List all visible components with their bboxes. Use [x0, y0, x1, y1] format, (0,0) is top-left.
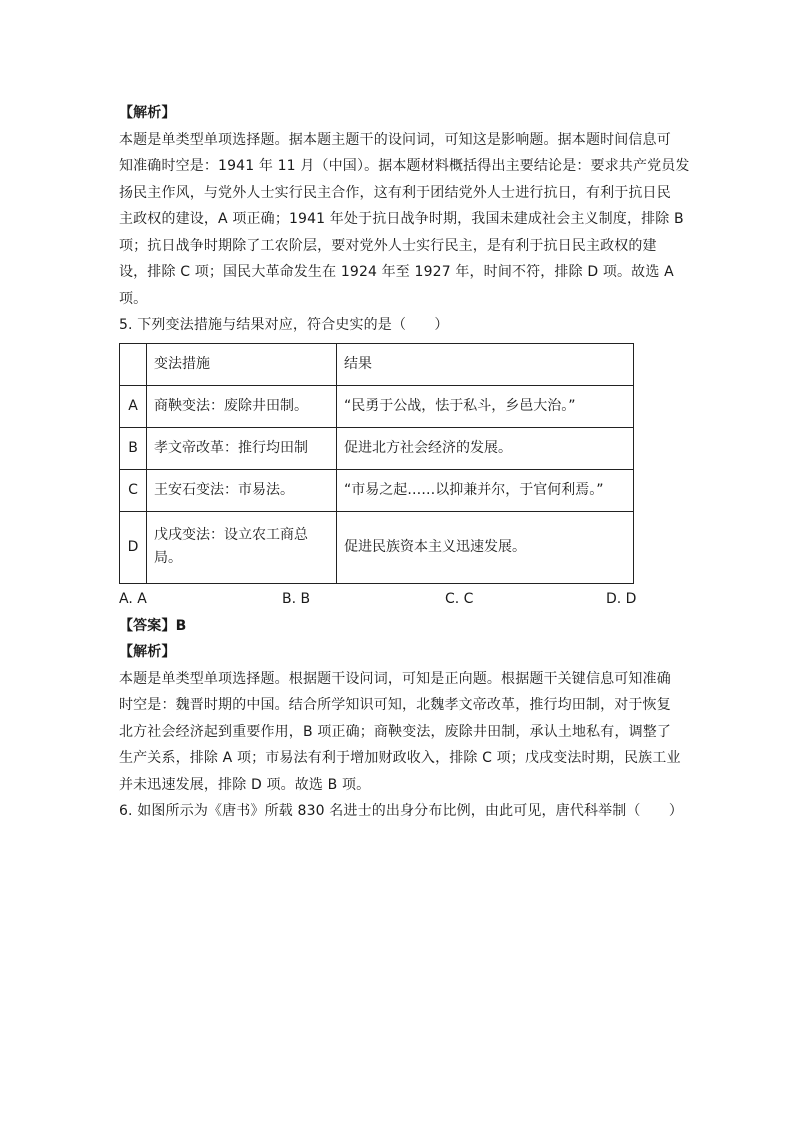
q5-explanation-line: 北方社会经济起到重要作用，B 项正确；商鞅变法，废除井田制，承认土地私有，调整了: [119, 723, 672, 740]
q4-explanation-line: 本题是单类型单项选择题。据本题主题干的设问词，可知这是影响题。据本题时间信息可: [119, 131, 671, 148]
table-header-row: [120, 343, 634, 385]
row-measure: 孝文帝改革：推行均田制: [147, 427, 337, 469]
table-header-cell: 结果: [337, 343, 634, 385]
option-d: D. D: [606, 590, 637, 607]
row-letter: B: [120, 427, 147, 469]
document-page: [119, 100, 690, 825]
q6-stem: 6. 如图所示为《唐书》所载 830 名进士的出身分布比例，由此可见，唐代科举制（ ）: [119, 803, 684, 819]
row-letter: A: [120, 385, 147, 427]
row-letter: C: [120, 469, 147, 511]
q5-stem: 5. 下列变法措施与结果对应，符合史实的是（ ）: [119, 317, 449, 333]
q4-explanation-line: 知准确时空是：1941 年 11 月（中国）。据本题材料概括得出主要结论是：要求共产党员发: [119, 158, 690, 174]
table-row: [120, 511, 634, 583]
q5-explanation-heading: 【解析】: [119, 644, 176, 660]
option-a: A. A: [119, 590, 147, 607]
table-row: [120, 469, 634, 511]
q5-explanation-line: 本题是单类型单项选择题。根据题干设问词，可知是正向题。根据题干关键信息可知准确: [119, 670, 671, 687]
q5-answer: 【答案】B: [119, 617, 187, 634]
row-measure: 王安石变法：市易法。: [147, 469, 337, 511]
row-result: 促进民族资本主义迅速发展。: [337, 511, 634, 583]
row-result: “市易之起……以抑兼并尔，于官何利焉。”: [337, 469, 634, 511]
table-header-cell: [120, 343, 147, 385]
row-measure-line: 戊戌变法：设立农工商总: [154, 527, 308, 543]
reform-table: [119, 343, 634, 584]
q4-explanation-line: 项。: [119, 290, 148, 307]
q4-explanation-heading: 【解析】: [119, 105, 176, 121]
table-row: [120, 385, 634, 427]
row-result: 促进北方社会经济的发展。: [337, 427, 634, 469]
q4-explanation-line: 项；抗日战争时期除了工农阶层，要对党外人士实行民主，是有利于抗日民主政权的建: [119, 237, 657, 254]
q4-explanation-line: 设，排除 C 项；国民大革命发生在 1924 年至 1927 年，时间不符，排除 D 项。故选 A: [119, 264, 674, 280]
table-header-cell: 变法措施: [147, 343, 337, 385]
row-result: “民勇于公战，怯于私斗，乡邑大治。”: [337, 385, 634, 427]
option-c: C. C: [445, 590, 474, 607]
row-measure-line: 局。: [154, 550, 182, 566]
q4-explanation-line: 扬民主作风，与党外人士实行民主合作，这有利于团结党外人士进行抗日，有利于抗日民: [119, 184, 671, 201]
row-measure: [147, 511, 337, 583]
row-letter: D: [120, 511, 147, 583]
table-row: [120, 427, 634, 469]
row-measure: 商鞅变法：废除井田制。: [147, 385, 337, 427]
q5-explanation-line: 时空是：魏晋时期的中国。结合所学知识可知，北魏孝文帝改革，推行均田制，对于恢复: [119, 697, 671, 713]
q5-explanation-line: 生产关系，排除 A 项；市易法有利于增加财政收入，排除 C 项；戊戌变法时期，民族工业: [119, 750, 681, 766]
q5-explanation-line: 并未迅速发展，排除 D 项。故选 B 项。: [119, 776, 371, 793]
q4-explanation-line: 主政权的建设，A 项正确；1941 年处于抗日战争时期，我国未建成社会主义制度，排除 B: [119, 211, 684, 227]
answer-options: [119, 586, 659, 613]
option-b: B. B: [282, 590, 311, 607]
